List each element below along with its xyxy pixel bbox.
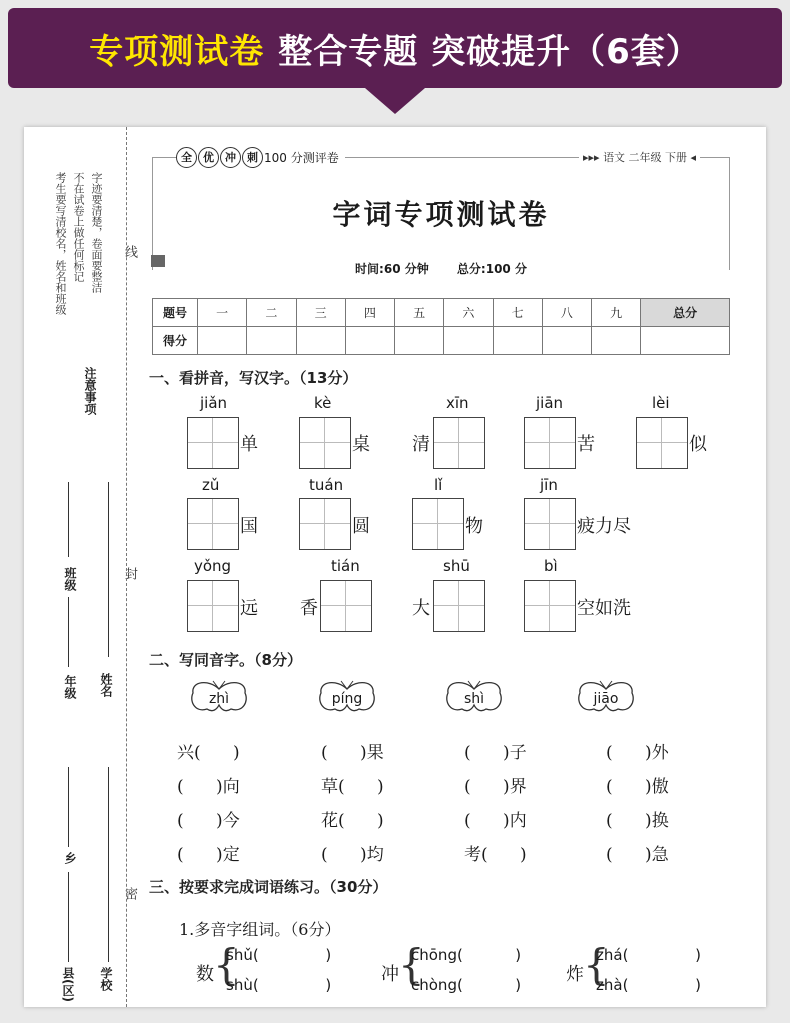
score-cell[interactable] [592, 327, 641, 355]
subsection-title: 1.多音字组词。（6分） [179, 920, 341, 939]
char: 桌 [352, 434, 370, 455]
butterfly-pinyin: zhì [208, 691, 230, 707]
homophone-cell[interactable]: ( )换 [606, 811, 669, 831]
homophone-cell[interactable]: ( )傲 [606, 777, 669, 797]
homophone-cell[interactable]: ( )急 [606, 845, 669, 865]
exam-meta [152, 260, 730, 277]
write-box[interactable] [524, 580, 576, 632]
brand-char: 全 [176, 147, 197, 168]
homophone-cell[interactable]: ( )果 [321, 743, 384, 763]
polyphone-char: 冲 [381, 964, 399, 985]
char: 空如洗 [577, 598, 631, 619]
seal-mark: 封 [122, 567, 137, 580]
class-label: 班级 [63, 567, 77, 591]
row-label: 题号 [153, 299, 198, 327]
margin-note-2: 不在试卷上做任何标记 [72, 172, 85, 282]
char: 单 [240, 434, 258, 455]
homophone-cell[interactable]: ( )定 [177, 845, 240, 865]
pinyin: jiǎn [200, 394, 228, 412]
col-header: 二 [247, 299, 296, 327]
margin-note-3: 字迹要清楚，卷面要整洁 [90, 172, 103, 293]
banner-highlight: 专项测试卷 [89, 31, 265, 72]
total-score: 总分:100 分 [456, 262, 527, 276]
time-limit: 时间:60 分钟 [355, 262, 429, 276]
col-header: 五 [395, 299, 444, 327]
polyphone-blank[interactable]: chòng( ) [411, 976, 522, 994]
write-box[interactable] [187, 417, 239, 469]
homophone-cell[interactable]: ( )内 [464, 811, 527, 831]
county-label: 县(区) [61, 967, 75, 1002]
homophone-cell[interactable]: ( )均 [321, 845, 384, 865]
char: 物 [465, 516, 483, 537]
binding-margin [24, 127, 148, 1007]
homophone-cell[interactable]: ( )今 [177, 811, 240, 831]
homophone-cell[interactable]: ( )向 [177, 777, 240, 797]
brand-char: 冲 [220, 147, 241, 168]
pinyin: xīn [446, 394, 469, 412]
polyphone-blank[interactable]: zhá( ) [596, 946, 702, 964]
butterfly-pinyin: píng [331, 691, 363, 707]
write-box[interactable] [320, 580, 372, 632]
write-box[interactable] [299, 498, 351, 550]
col-header: 一 [198, 299, 247, 327]
polyphone-blank[interactable]: zhà( ) [596, 976, 702, 994]
pinyin: shū [443, 557, 470, 575]
score-cell[interactable] [444, 327, 493, 355]
pinyin: jīn [540, 476, 558, 494]
total-header: 总分 [641, 299, 730, 327]
pinyin: jiān [536, 394, 564, 412]
butterfly-pinyin: jiāo [593, 691, 619, 707]
banner-pointer [365, 88, 425, 114]
section-2-title: 二、写同音字。（8分） [149, 651, 302, 669]
butterfly-icon [574, 679, 638, 719]
write-box[interactable] [524, 417, 576, 469]
char: 清 [412, 434, 430, 455]
brand [176, 147, 345, 168]
char: 香 [300, 598, 318, 619]
write-box[interactable] [299, 417, 351, 469]
secret-mark: 密 [122, 887, 137, 900]
write-box[interactable] [433, 417, 485, 469]
char: 国 [240, 516, 258, 537]
homophone-cell[interactable]: 兴( ) [177, 743, 240, 763]
brand-suffix: 100 分测评卷 [264, 151, 339, 165]
section-1-title: 一、看拼音，写汉字。（13分） [149, 369, 358, 387]
polyphone-char: 炸 [566, 964, 584, 985]
school-label: 学校 [99, 967, 113, 991]
pinyin: zǔ [202, 476, 220, 494]
col-header: 三 [296, 299, 345, 327]
char: 圆 [352, 516, 370, 537]
promo-banner [8, 8, 782, 88]
grade-label: 年级 [63, 675, 77, 699]
homophone-cell[interactable]: ( )子 [464, 743, 527, 763]
col-header: 七 [493, 299, 542, 327]
write-box[interactable] [433, 580, 485, 632]
score-cell[interactable] [395, 327, 444, 355]
char: 似 [689, 434, 707, 455]
score-cell[interactable] [345, 327, 394, 355]
township-label: 乡 [63, 852, 77, 864]
char: 大 [412, 598, 430, 619]
write-box[interactable] [636, 417, 688, 469]
write-box[interactable] [524, 498, 576, 550]
col-header: 六 [444, 299, 493, 327]
homophone-cell[interactable]: 草( ) [321, 777, 384, 797]
char: 苦 [577, 434, 595, 455]
page-title: 字词专项测试卷 [332, 198, 550, 231]
char: 远 [240, 598, 258, 619]
polyphone-blank[interactable]: shù( ) [226, 976, 332, 994]
name-label: 姓名 [99, 673, 113, 697]
pinyin: lèi [652, 394, 670, 412]
homophone-cell[interactable]: ( )外 [606, 743, 669, 763]
col-header: 八 [542, 299, 591, 327]
col-header: 四 [345, 299, 394, 327]
pinyin: kè [314, 394, 332, 412]
score-cell[interactable] [247, 327, 296, 355]
exam-paper: 考生要写清校名，姓名和班级 不在试卷上做任何标记 字迹要清楚，卷面要整洁 注意事项 线 封 密 班级 年级 姓名 乡 县(区) 学校 全 优 冲 刺 100 分测评卷 ▸▸▸ 语文 二年级 下册 ◂ 字词专项测试卷 时间:60 分钟 总分:100 分 题号 一 二 三 四 五 六 七 八 九 总分 得分 一、看拼音，写汉字。（13分） jiǎn 单 kè 桌 xīn 清 jiān 苦 lèi 似 zǔ 国 tuán 圆 lǐ 物 jīn 疲力尽 yǒng 远 tián 香 shū 大 bì 空如洗 二、写同音字。（8分） zhì píng shì jiāo 兴( ) ( )果 ( )子 ( )外 ( )向 草( ) ( )界 ( )傲 ( )今 花( ) ( )内 ( )换 ( )定 ( )均 考( ) ( )急 三、按要求完成词语练习。（30分） 1.多音字组词。（6分） 数 { shǔ( ) shù( ) 冲 { chōng( ) chòng( ) 炸 { zhá( ) zhà( ) [24, 127, 766, 1007]
grade-info: ▸▸▸ 语文 二年级 下册 ◂ [579, 149, 700, 165]
polyphone-char: 数 [196, 964, 214, 985]
pinyin: lǐ [434, 476, 443, 494]
margin-note-1: 考生要写清校名，姓名和班级 [54, 172, 67, 315]
score-cell[interactable] [296, 327, 345, 355]
brand-char: 刺 [242, 147, 263, 168]
row-label: 得分 [153, 327, 198, 355]
write-box[interactable] [187, 580, 239, 632]
score-cell[interactable] [542, 327, 591, 355]
homophone-cell[interactable]: ( )界 [464, 777, 527, 797]
brand-char: 优 [198, 147, 219, 168]
pinyin: tián [331, 557, 360, 575]
line-mark: 线 [122, 245, 137, 258]
score-cell[interactable] [198, 327, 247, 355]
char: 疲力尽 [577, 516, 631, 537]
butterfly-icon [187, 679, 251, 719]
score-table [152, 298, 730, 355]
write-box[interactable] [187, 498, 239, 550]
pinyin: bì [544, 557, 558, 575]
section-3-title: 三、按要求完成词语练习。（30分） [149, 878, 388, 896]
banner-text: 整合专题 突破提升（6套） [278, 31, 701, 72]
notes-title: 注意事项 [83, 367, 97, 415]
write-box[interactable] [412, 498, 464, 550]
butterfly-icon [315, 679, 379, 719]
score-cell[interactable] [493, 327, 542, 355]
polyphone-blank[interactable]: chōng( ) [411, 946, 522, 964]
butterfly-pinyin: shì [463, 691, 485, 707]
homophone-cell[interactable]: 考( ) [464, 845, 527, 865]
pinyin: yǒng [194, 557, 232, 575]
pinyin: tuán [309, 476, 344, 494]
polyphone-blank[interactable]: shǔ( ) [226, 946, 332, 964]
homophone-cell[interactable]: 花( ) [321, 811, 384, 831]
butterfly-icon [442, 679, 506, 719]
score-cell[interactable] [641, 327, 730, 355]
col-header: 九 [592, 299, 641, 327]
